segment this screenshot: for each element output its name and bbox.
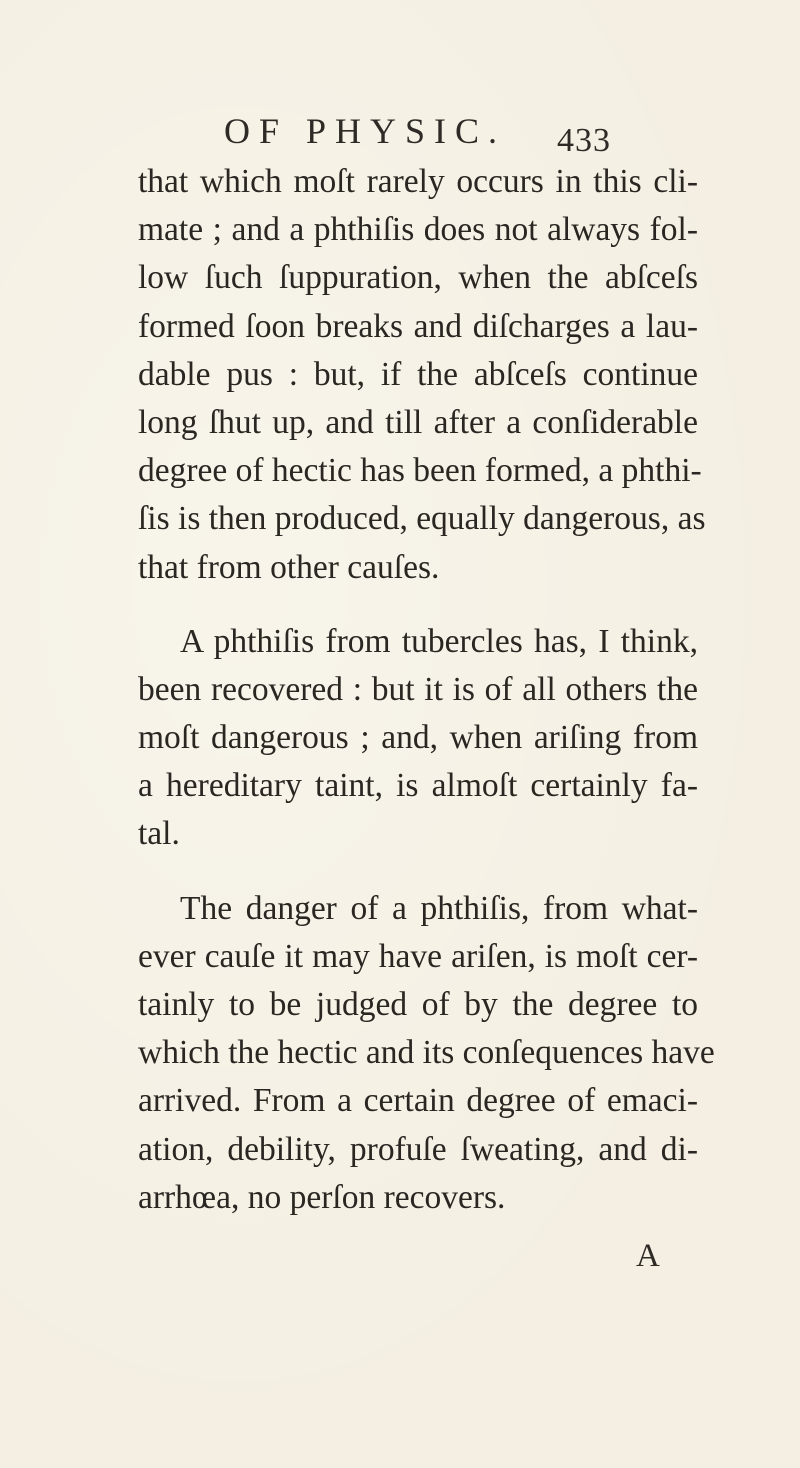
paragraph-1 bbox=[138, 158, 706, 592]
text-line: tainly to be judged of by the degree to bbox=[138, 986, 698, 1023]
body-text bbox=[138, 158, 715, 1222]
text-line: that which moſt rarely occurs in this cli- bbox=[138, 163, 698, 200]
paragraph-3 bbox=[138, 885, 715, 1222]
text-line: arrhœa, no perſon recovers. bbox=[138, 1178, 506, 1216]
text-line: moſt dangerous ; and, when ariſing from bbox=[138, 719, 698, 757]
text-line: dable pus : but, if the abſceſs continue bbox=[138, 355, 698, 393]
text-line: been recovered : but it is of all others the bbox=[138, 670, 698, 708]
text-line: that from other cauſes. bbox=[138, 548, 440, 586]
paragraph-2 bbox=[138, 618, 698, 859]
text-line: A phthiſis from tubercles has, I think, bbox=[180, 622, 698, 660]
paragraph-gap bbox=[138, 859, 698, 885]
text-line: a hereditary taint, is almoſt certainly fa- bbox=[138, 767, 698, 805]
text-line: ſis is then produced, equally dangerous, as bbox=[138, 500, 706, 538]
text-line: which the hectic and its conſequences have bbox=[138, 1034, 715, 1072]
text-line: degree of hectic has been formed, a phthi- bbox=[138, 452, 702, 490]
text-line: tal. bbox=[138, 815, 180, 853]
text-line: mate ; and a phthiſis does not always fol- bbox=[138, 211, 698, 249]
text-line: formed ſoon breaks and diſcharges a lau- bbox=[138, 307, 698, 345]
text-line: ever cauſe it may have ariſen, is moſt cer- bbox=[138, 937, 698, 975]
running-head bbox=[0, 96, 800, 159]
running-head-title: OF PHYSIC. bbox=[224, 111, 507, 151]
text-line: arrived. From a certain degree of emaci- bbox=[138, 1082, 698, 1120]
page-number: 433 bbox=[557, 122, 611, 159]
text-line: low ſuch ſuppuration, when the abſceſs bbox=[138, 259, 698, 297]
paragraph-gap bbox=[138, 592, 698, 618]
catchword: A bbox=[636, 1238, 660, 1274]
text-line: The danger of a phthiſis, from what- bbox=[180, 889, 698, 927]
text-line: ation, debility, profuſe ſweating, and di- bbox=[138, 1130, 698, 1168]
text-line: long ſhut up, and till after a conſiderable bbox=[138, 403, 698, 441]
